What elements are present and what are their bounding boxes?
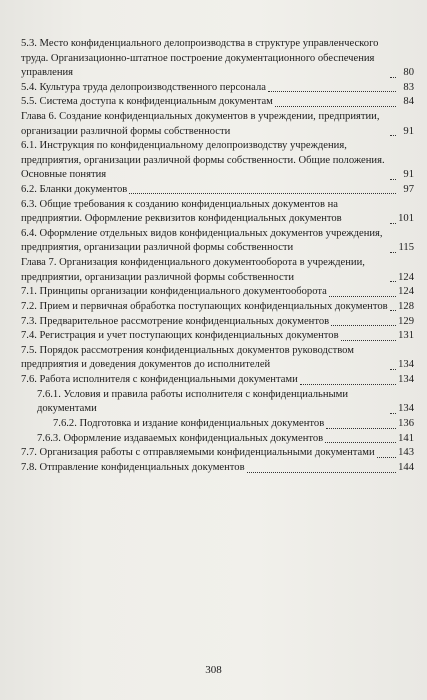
- toc-leader-dots: [326, 420, 396, 429]
- toc-entry: [21, 198, 414, 227]
- toc-entry-title: 6.1. Инструкция по конфиденциальному делопроизводству учреждения, предприятия, организации различной формы собственности. Общие положения. Основные понятия: [21, 140, 385, 181]
- toc-leader-dots: [331, 317, 396, 326]
- toc-leader-dots: [377, 449, 396, 458]
- toc-entry-title: 6.2. Бланки документов: [21, 183, 128, 195]
- toc-entry: [21, 285, 414, 300]
- toc-leader-dots: [247, 464, 396, 473]
- toc-entry: [21, 329, 414, 344]
- toc-entry-page: 144: [398, 462, 414, 474]
- toc-entry-title: 7.6. Работа исполнителя с конфиденциальными документами: [21, 374, 298, 386]
- toc-entry: [21, 432, 414, 447]
- toc-leader-dots: [129, 185, 396, 194]
- toc-entry: [21, 256, 414, 285]
- toc-entry: [21, 139, 414, 183]
- toc-entry: [21, 315, 414, 330]
- toc-entry-page: 101: [398, 213, 414, 225]
- toc-entry: [21, 344, 414, 373]
- toc-entry-title: 5.4. Культура труда делопроизводственного персонала: [21, 81, 266, 93]
- toc-entry-page: 91: [403, 125, 414, 137]
- toc-entry-page: 131: [398, 330, 414, 342]
- toc-entry-title: 7.1. Принципы организации конфиденциального документооборота: [21, 286, 327, 298]
- toc-entry-page: 129: [398, 315, 414, 327]
- toc-entry-page: 115: [398, 242, 414, 254]
- toc-entry-page: 124: [398, 286, 414, 298]
- toc-entry: [21, 183, 414, 198]
- toc-entry-page: 134: [398, 374, 414, 386]
- toc-leader-dots: [390, 302, 396, 311]
- toc-entry: [21, 110, 414, 139]
- toc-leader-dots: [390, 215, 396, 224]
- toc-entry-page: 134: [398, 359, 414, 371]
- toc-entry-page: 84: [403, 96, 414, 108]
- toc-entry: [21, 388, 414, 417]
- toc-entry-page: 97: [403, 183, 414, 195]
- toc-entry-title: 7.5. Порядок рассмотрения конфиденциальных документов руководством предприятия и доведения документов до исполнителей: [21, 344, 354, 371]
- toc-entry-title: 7.6.2. Подготовка и издание конфиденциальных документов: [53, 418, 325, 429]
- page-number: 308: [205, 664, 222, 676]
- toc-leader-dots: [325, 434, 396, 443]
- toc-entry-title: 7.6.1. Условия и правила работы исполнителя с конфиденциальными документами: [37, 388, 349, 415]
- toc-leader-dots: [275, 98, 396, 107]
- toc-leader-dots: [390, 244, 396, 253]
- toc-entry: [21, 300, 414, 315]
- toc-entry: [21, 446, 414, 461]
- toc-entry-title: 6.3. Общие требования к созданию конфиденциальных документов на предприятии. Оформление реквизитов конфиденциальных документов: [21, 198, 342, 225]
- toc-entry: [21, 227, 414, 256]
- toc-entry-title: 7.3. Предварительное рассмотрение конфиденциальных документов: [21, 315, 330, 327]
- toc-entry-title: 7.8. Отправление конфиденциальных документов: [21, 462, 245, 474]
- toc-leader-dots: [390, 405, 396, 414]
- toc-entry-page: 128: [398, 300, 414, 312]
- toc-entry-page: 141: [398, 432, 414, 444]
- toc-leader-dots: [329, 288, 396, 297]
- toc-entry-page: 91: [403, 169, 414, 181]
- toc-entry-page: 143: [398, 447, 414, 459]
- table-of-contents: [21, 37, 414, 476]
- toc-entry-page: 80: [403, 67, 414, 78]
- toc-entry: [21, 81, 414, 96]
- toc-entry-title: 7.7. Организация работы с отправляемыми конфиденциальными документами: [21, 447, 375, 459]
- toc-entry-title: 5.3. Место конфиденциального делопроизводства в структуре управленческого труда. Организационно-штатное построение документационного обеспечения управления: [21, 38, 379, 78]
- toc-entry: [21, 373, 414, 388]
- toc-entry-page: 134: [398, 403, 414, 415]
- toc-entry-page: 124: [398, 271, 414, 283]
- toc-entry: [21, 37, 414, 81]
- toc-entry: [21, 95, 414, 110]
- toc-leader-dots: [390, 127, 396, 136]
- toc-entry-title: 7.4. Регистрация и учет поступающих конфиденциальных документов: [21, 330, 339, 342]
- toc-leader-dots: [390, 273, 396, 282]
- toc-entry-page: 83: [403, 81, 414, 93]
- toc-leader-dots: [341, 332, 396, 341]
- toc-entry-title: Глава 7. Организация конфиденциального документооборота в учреждении, предприятии, организации различной формы собственности: [21, 257, 365, 283]
- toc-entry-page: 136: [398, 418, 414, 429]
- toc-leader-dots: [300, 376, 396, 385]
- toc-entry-title: 5.5. Система доступа к конфиденциальным документам: [21, 96, 273, 108]
- toc-leader-dots: [268, 83, 396, 92]
- toc-entry: [21, 417, 414, 432]
- toc-entry-title: 7.6.3. Оформление издаваемых конфиденциальных документов: [37, 432, 324, 444]
- toc-leader-dots: [390, 69, 396, 78]
- toc-entry: [21, 461, 414, 476]
- toc-entry-title: 7.2. Прием и первичная обработка поступающих конфиденциальных документов: [21, 300, 388, 312]
- toc-entry-title: 6.4. Оформление отдельных видов конфиденциальных документов учреждения, предприятия, организации различной формы собственности: [21, 227, 383, 254]
- toc-entry-title: Глава 6. Создание конфиденциальных документов в учреждении, предприятии, организации различной формы собственности: [21, 111, 380, 137]
- toc-leader-dots: [390, 361, 396, 370]
- toc-leader-dots: [390, 171, 396, 180]
